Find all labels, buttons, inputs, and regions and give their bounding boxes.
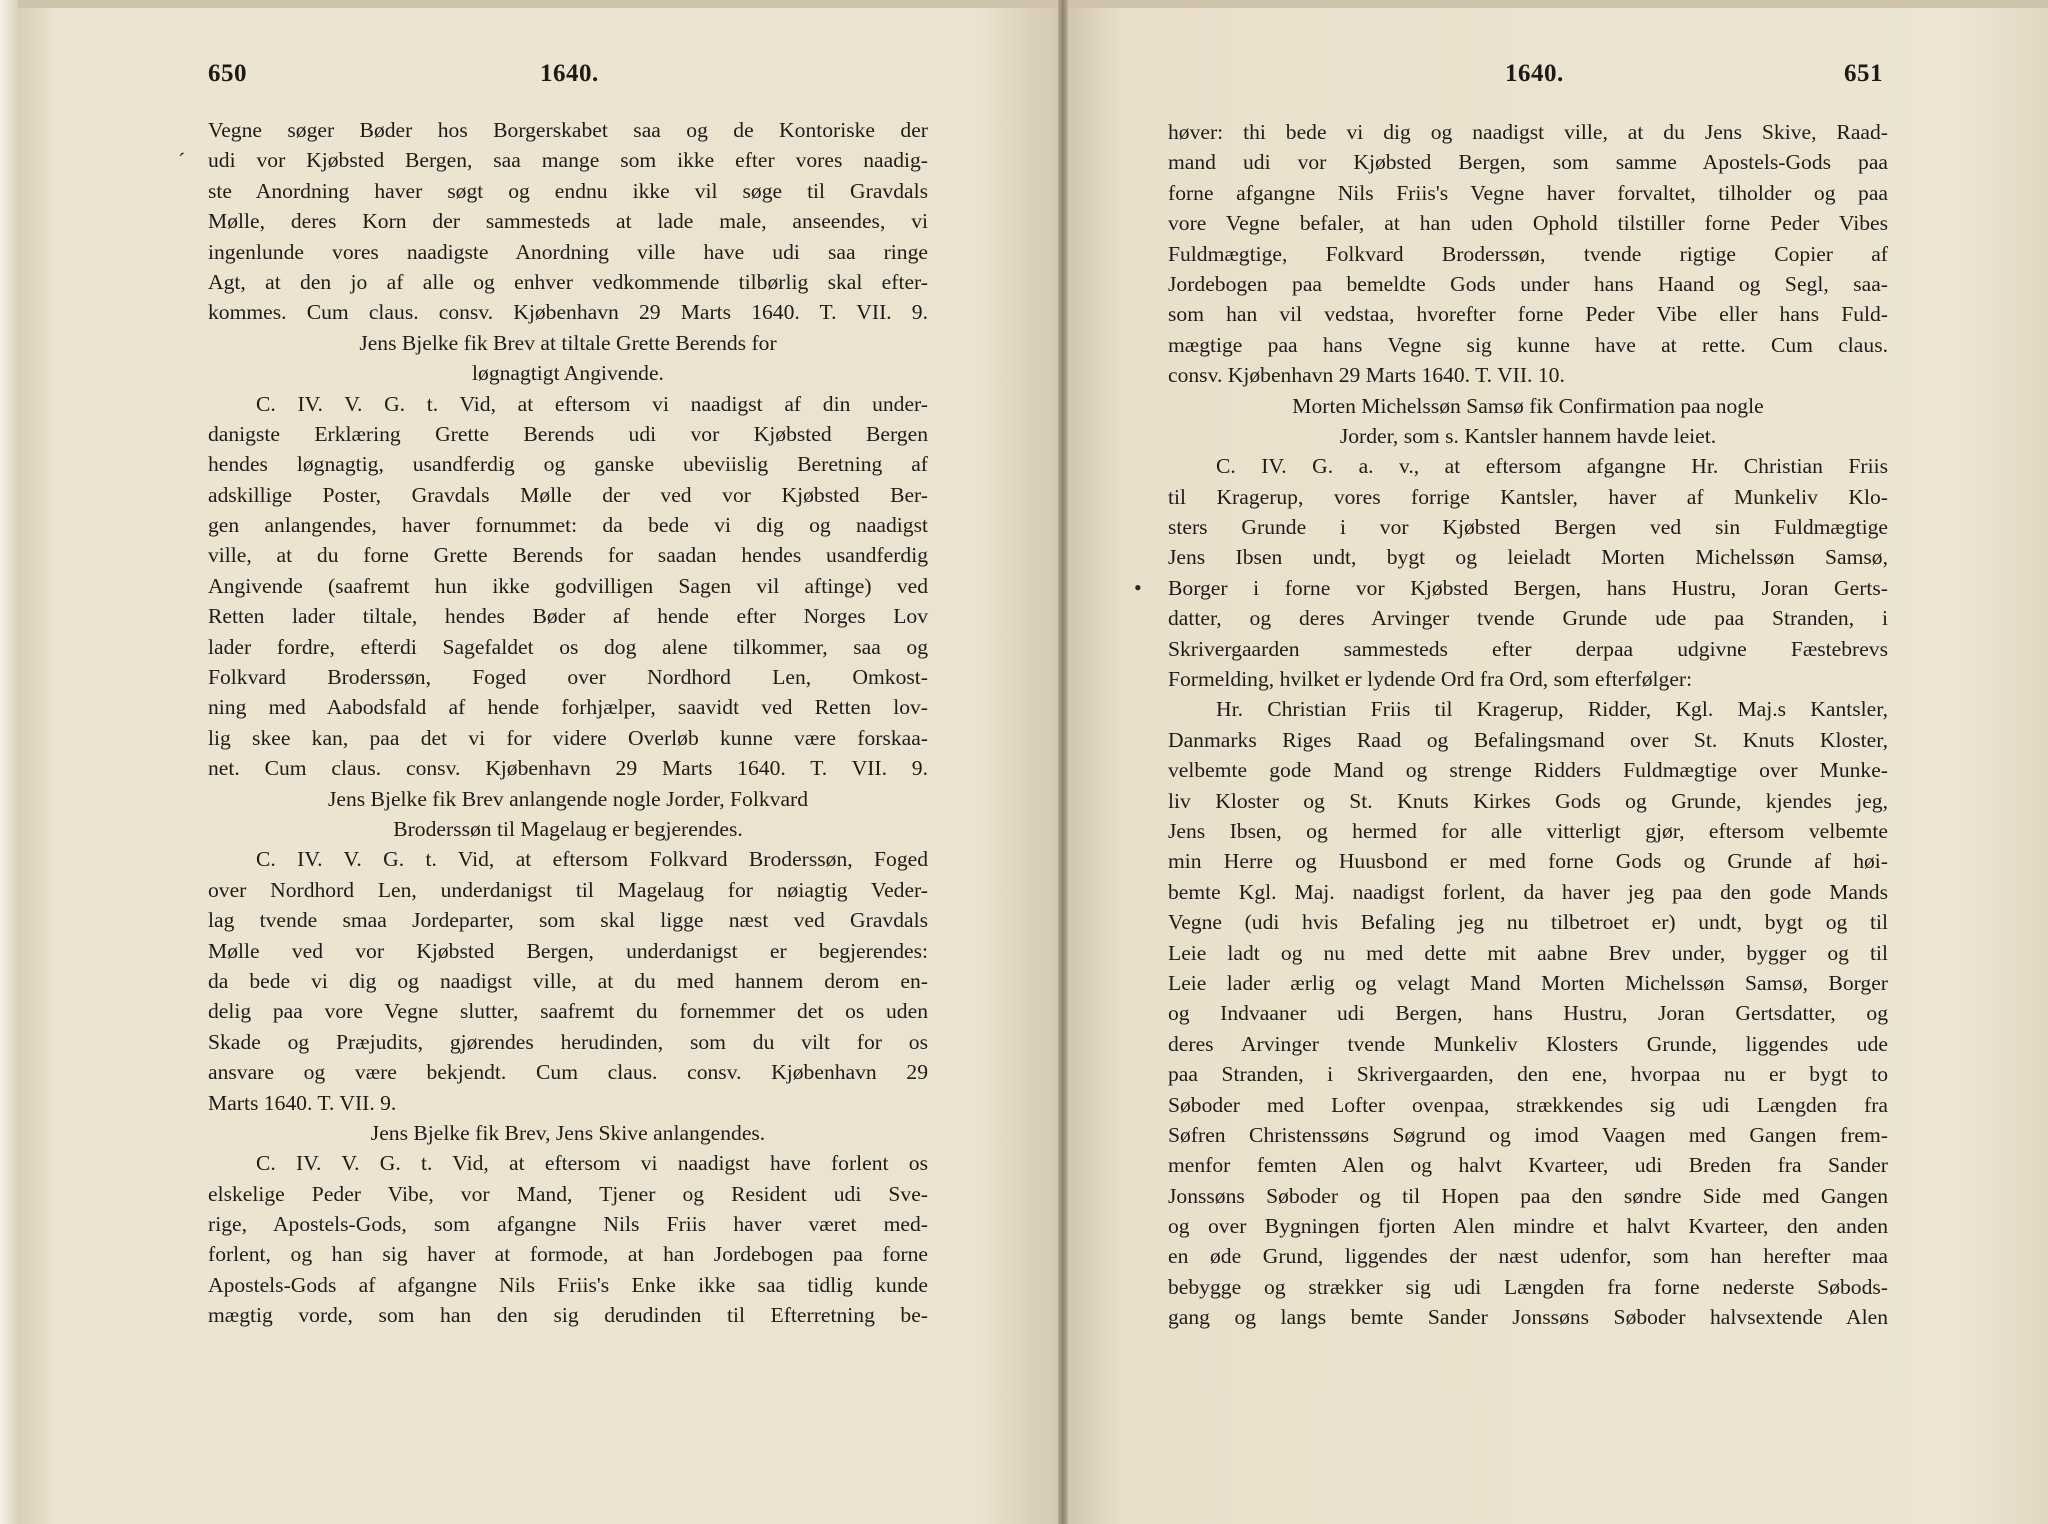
text-line: C. IV. V. G. t. Vid, at eftersom vi naadigst af din under- bbox=[256, 391, 928, 416]
text-line: gang og langs bemte Sander Jonssøns Søboder halvsextende Alen bbox=[1168, 1305, 1888, 1330]
text-line: mand udi vor Kjøbsted Bergen, som samme Apostels-Gods paa bbox=[1168, 150, 1888, 175]
text-line: ste Anordning haver søgt og endnu ikke vil søge til Gravdals bbox=[208, 178, 928, 203]
text-line: consv. Kjøbenhavn 29 Marts 1640. T. VII. 10. bbox=[1168, 363, 1565, 388]
text-line: høver: thi bede vi dig og naadigst ville, at du Jens Skive, Raad- bbox=[1168, 120, 1888, 144]
text-line: Leie lader ærlig og velagt Mand Morten Michelssøn Samsø, Borger bbox=[1168, 970, 1888, 995]
left-year-header: 1640. bbox=[540, 60, 599, 87]
text-line: bemte Kgl. Maj. naadigst forlent, da haver jeg paa den gode Mands bbox=[1168, 879, 1888, 904]
text-line: mægtig vorde, som han den sig derudinden til Efterretning be- bbox=[208, 1303, 928, 1328]
text-line: liv Kloster og St. Knuts Kirkes Gods og Grunde, kjendes jeg, bbox=[1168, 788, 1888, 813]
text-line: Formelding, hvilket er lydende Ord fra Ord, som efterfølger: bbox=[1168, 667, 1693, 692]
text-line: ingenlunde vores naadigste Anordning ville have udi saa ringe bbox=[208, 239, 928, 264]
text-line: og over Bygningen fjorten Alen mindre et halvt Kvarteer, den anden bbox=[1168, 1214, 1888, 1239]
section-heading: Jens Bjelke fik Brev anlangende nogle Jorder, Folkvard bbox=[327, 786, 809, 811]
text-line: deres Arvinger tvende Munkeliv Klosters Grunde, liggendes ude bbox=[1168, 1031, 1888, 1056]
section-heading: løgnagtigt Angivende. bbox=[472, 361, 664, 386]
text-line: C. IV. G. a. v., at eftersom afgangne Hr. Christian Friis bbox=[1216, 454, 1888, 479]
text-line: Jens Ibsen undt, bygt og leieladt Morten Michelssøn Samsø, bbox=[1168, 545, 1888, 570]
text-line: menfor femten Alen og halvt Kvarteer, udi Breden fra Sander bbox=[1168, 1153, 1888, 1178]
text-line: forne afgangne Nils Friis's Vegne haver forvaltet, tilholder og paa bbox=[1168, 180, 1888, 205]
section-heading: Jorder, som s. Kantsler hannem havde leiet. bbox=[1339, 423, 1717, 448]
text-line: Jordebogen paa bemeldte Gods under hans Haand og Segl, saa- bbox=[1168, 271, 1888, 296]
text-line: Retten lader tiltale, hendes Bøder af hende efter Norges Lov bbox=[208, 604, 928, 629]
text-line: paa Stranden, i Skrivergaarden, den ene, hvorpaa nu er bygt to bbox=[1168, 1062, 1888, 1087]
text-line: Jonssøns Søboder og til Hopen paa den søndre Side med Gangen bbox=[1168, 1183, 1888, 1208]
text-line: en øde Grund, liggendes der næst udenfor, som han herefter maa bbox=[1168, 1244, 1888, 1269]
margin-mark: ´ bbox=[178, 148, 186, 173]
section-heading: Broderssøn til Magelaug er begjerendes. bbox=[393, 816, 743, 841]
text-line: rige, Apostels-Gods, som afgangne Nils Friis haver været med- bbox=[208, 1212, 928, 1237]
text-line: kommes. Cum claus. consv. Kjøbenhavn 29 Marts 1640. T. VII. 9. bbox=[208, 300, 928, 325]
text-line: sters Grunde i vor Kjøbsted Bergen ved sin Fuldmægtige bbox=[1168, 515, 1888, 540]
section-heading: Jens Bjelke fik Brev at tiltale Grette Berends for bbox=[359, 330, 777, 355]
text-line: mægtige paa hans Vegne sig kunne have at rette. Cum claus. bbox=[1168, 332, 1888, 357]
text-line: Hr. Christian Friis til Kragerup, Ridder, Kgl. Maj.s Kantsler, bbox=[1216, 697, 1888, 722]
text-line: og Indvaaner udi Bergen, hans Hustru, Joran Gertsdatter, og bbox=[1168, 1001, 1888, 1026]
text-line: lag tvende smaa Jordeparter, som skal ligge næst ved Gravdals bbox=[208, 908, 928, 933]
section-heading: Morten Michelssøn Samsø fik Confirmation paa nogle bbox=[1292, 393, 1764, 418]
text-line: udi vor Kjøbsted Bergen, saa mange som ikke efter vores naadig- bbox=[208, 148, 928, 173]
text-line: C. IV. V. G. t. Vid, at eftersom vi naadigst have forlent os bbox=[256, 1151, 928, 1176]
text-line: Jens Ibsen, og hermed for alle vitterligt gjør, eftersom velbemte bbox=[1168, 818, 1888, 843]
text-line: adskillige Poster, Gravdals Mølle der ved vor Kjøbsted Ber- bbox=[208, 482, 928, 507]
text-line: Vegne (udi hvis Befaling jeg nu tilbetroet er) undt, bygt og til bbox=[1168, 910, 1888, 935]
text-line: bebygge og strækker sig udi Længden fra forne nederste Søbods- bbox=[1168, 1274, 1888, 1299]
book-edge bbox=[0, 0, 18, 1524]
text-line: vore Vegne befaler, at han uden Ophold tilstiller forne Peder Vibes bbox=[1168, 211, 1888, 236]
left-page-number: 650 bbox=[208, 60, 247, 87]
text-line: ville, at du forne Grette Berends for saadan hendes usandferdig bbox=[208, 543, 928, 568]
text-line: Søboder med Lofter ovenpaa, strækkendes sig udi Længden fra bbox=[1168, 1092, 1888, 1117]
text-line: over Nordhord Len, underdanigst til Magelaug for nøiagtig Veder- bbox=[208, 877, 928, 902]
text-line: C. IV. V. G. t. Vid, at eftersom Folkvard Broderssøn, Foged bbox=[256, 847, 928, 872]
text-line: Søfren Christenssøns Søgrund og imod Vaagen med Gangen frem- bbox=[1168, 1122, 1888, 1147]
text-line: Angivende (saafremt hun ikke godvilligen Sagen vil aftinge) ved bbox=[208, 573, 928, 598]
text-line: Vegne søger Bøder hos Borgerskabet saa og de Kontoriske der bbox=[208, 118, 928, 142]
right-page-number: 651 bbox=[1844, 60, 1883, 87]
text-line: danigste Erklæring Grette Berends udi vor Kjøbsted Bergen bbox=[208, 421, 928, 446]
text-line: Marts 1640. T. VII. 9. bbox=[208, 1090, 397, 1115]
text-line: net. Cum claus. consv. Kjøbenhavn 29 Marts 1640. T. VII. 9. bbox=[208, 756, 928, 781]
book-gutter bbox=[1058, 0, 1068, 1524]
text-line: Borger i forne vor Kjøbsted Bergen, hans Hustru, Joran Gerts- bbox=[1168, 575, 1888, 600]
text-line: da bede vi dig og naadigst ville, at du med hannem derom en- bbox=[208, 968, 928, 993]
text-line: Mølle ved vor Kjøbsted Bergen, underdanigst er begjerendes: bbox=[208, 938, 928, 963]
text-line: til Kragerup, vores forrige Kantsler, haver af Munkeliv Klo- bbox=[1168, 484, 1888, 509]
text-line: ansvare og være bekjendt. Cum claus. consv. Kjøbenhavn 29 bbox=[208, 1060, 928, 1085]
text-line: Fuldmægtige, Folkvard Broderssøn, tvende rigtige Copier af bbox=[1168, 241, 1888, 266]
text-line: elskelige Peder Vibe, vor Mand, Tjener og Resident udi Sve- bbox=[208, 1181, 928, 1206]
text-line: lig skee kan, paa det vi for videre Overløb kunne være forskaa- bbox=[208, 725, 928, 750]
right-page-text bbox=[1168, 117, 1888, 1333]
text-line: Agt, at den jo af alle og enhver vedkommende tilbørlig skal efter- bbox=[208, 269, 928, 294]
left-page-text bbox=[208, 115, 928, 1331]
text-line: ning med Aabodsfald af hende forhjælper, saavidt ved Retten lov- bbox=[208, 695, 928, 720]
text-line: som han vil vedstaa, hvorefter forne Peder Vibe eller hans Fuld- bbox=[1168, 302, 1888, 327]
text-line: Skade og Præjudits, gjørendes herudinden, som du vilt for os bbox=[208, 1029, 928, 1054]
text-line: Leie ladt og nu med dette mit aabne Brev under, bygger og til bbox=[1168, 940, 1888, 965]
section-heading: Jens Bjelke fik Brev, Jens Skive anlangendes. bbox=[370, 1120, 766, 1145]
text-line: datter, og deres Arvinger tvende Grunde ude paa Stranden, i bbox=[1168, 606, 1888, 631]
text-line: forlent, og han sig haver at formode, at han Jordebogen paa forne bbox=[208, 1242, 928, 1267]
text-line: Danmarks Riges Raad og Befalingsmand over St. Knuts Kloster, bbox=[1168, 727, 1888, 752]
text-line: min Herre og Huusbond er med forne Gods og Grunde af høi- bbox=[1168, 849, 1888, 874]
text-line: lader fordre, efterdi Sagefaldet os dog alene tilkommer, saa og bbox=[208, 634, 928, 659]
right-year-header: 1640. bbox=[1505, 60, 1564, 87]
text-line: Apostels-Gods af afgangne Nils Friis's Enke ikke saa tidlig kunde bbox=[208, 1272, 928, 1297]
margin-bullet: • bbox=[1134, 575, 1142, 600]
text-line: Skrivergaarden sammesteds efter derpaa udgivne Fæstebrevs bbox=[1168, 636, 1888, 661]
text-line: hendes løgnagtig, usandferdig og ganske ubeviislig Beretning af bbox=[208, 452, 928, 477]
text-line: delig paa vore Vegne slutter, saafremt du fornemmer det os uden bbox=[208, 999, 928, 1024]
text-line: Folkvard Broderssøn, Foged over Nordhord Len, Omkost- bbox=[208, 665, 928, 690]
text-line: Mølle, deres Korn der sammesteds at lade male, anseendes, vi bbox=[208, 209, 928, 234]
text-line: gen anlangendes, haver fornummet: da bede vi dig og naadigst bbox=[208, 513, 928, 538]
text-line: velbemte gode Mand og strenge Ridders Fuldmægtige over Munke- bbox=[1168, 758, 1888, 783]
